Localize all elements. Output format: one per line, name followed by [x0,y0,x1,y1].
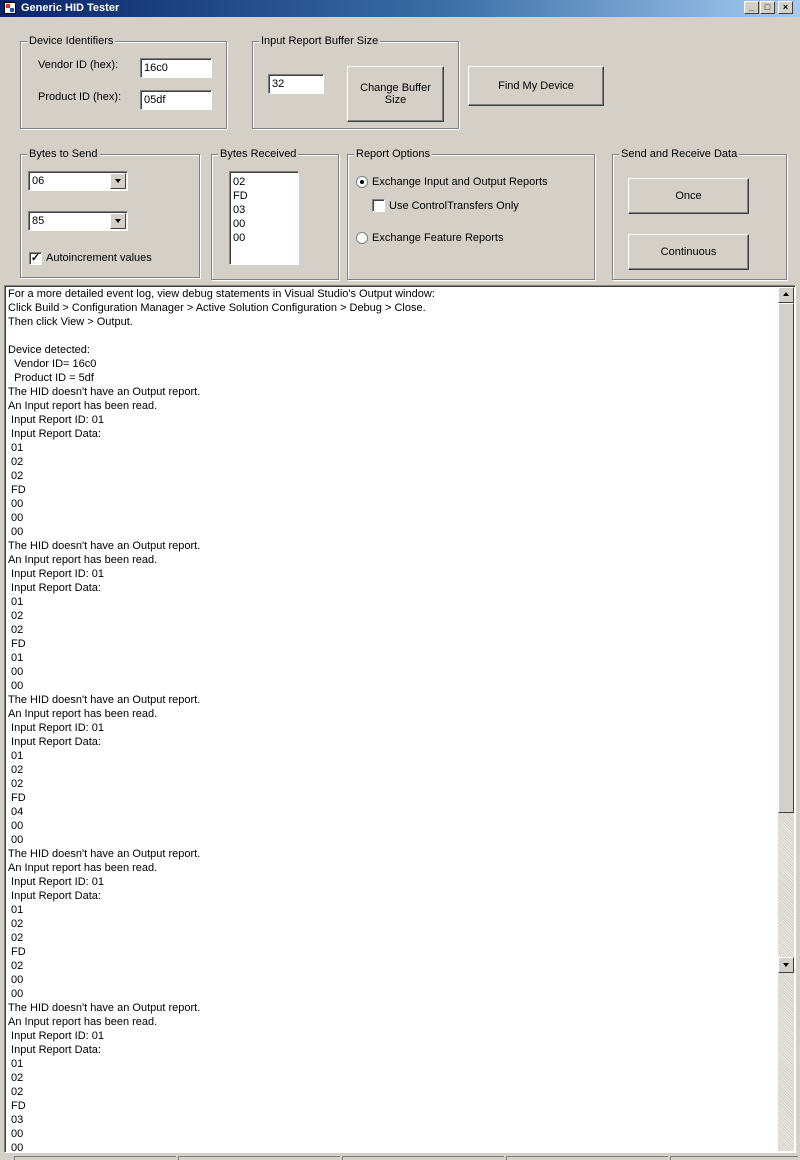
log-line: FD [8,792,26,804]
byte2-select[interactable] [28,211,128,231]
status-panel [342,1156,504,1160]
byte1-value: 06 [32,175,45,187]
log-line: Input Report ID: 01 [8,568,104,580]
log-line: Input Report Data: [8,428,101,440]
buffer-size-input[interactable]: 32 [268,74,324,94]
buffer-size-legend: Input Report Buffer Size [261,35,379,47]
byte1-select[interactable] [28,171,128,191]
control-transfers-label: Use ControlTransfers Only [389,200,519,212]
log-line: 01 [8,1058,24,1070]
log-line: 02 [8,470,24,482]
log-line: 00 [8,974,24,986]
log-line: 02 [8,764,24,776]
event-log-text [8,287,776,1153]
log-line: Then click View > Output. [8,316,133,328]
log-line: The HID doesn't have an Output report. [8,848,201,860]
log-line: Input Report Data: [8,582,101,594]
window-title: Generic HID Tester [21,2,120,14]
log-line: For a more detailed event log, view debug statements in Visual Studio's Output window: [8,288,435,300]
log-line: Input Report Data: [8,736,101,748]
log-line: 00 [8,1128,24,1140]
log-line: 00 [8,834,24,846]
list-item[interactable]: FD [233,190,248,202]
log-line: An Input report has been read. [8,554,158,566]
status-panel [14,1156,176,1160]
log-line: FD [8,638,26,650]
log-line: Device detected: [8,344,90,356]
log-line: 00 [8,820,24,832]
log-line: 03 [8,1114,24,1126]
list-item[interactable]: 00 [233,232,246,244]
exchange-io-label: Exchange Input and Output Reports [372,176,548,188]
list-item[interactable]: 00 [233,218,246,230]
log-line: 02 [8,778,24,790]
exchange-feature-radio[interactable] [356,232,368,244]
log-line: 02 [8,1086,24,1098]
send-receive-legend: Send and Receive Data [621,148,738,160]
log-line: An Input report has been read. [8,708,158,720]
chevron-down-icon[interactable] [110,213,126,229]
status-bar [0,1155,800,1160]
log-line: Vendor ID= 16c0 [8,358,97,370]
chevron-down-icon[interactable] [110,173,126,189]
log-line: An Input report has been read. [8,862,158,874]
log-line: Product ID = 5df [8,372,94,384]
list-item[interactable]: 02 [233,176,246,188]
log-line: 02 [8,1072,24,1084]
log-line: 01 [8,750,24,762]
log-line: Input Report ID: 01 [8,414,104,426]
log-line: 01 [8,442,24,454]
exchange-feature-label: Exchange Feature Reports [372,232,504,244]
log-line: 00 [8,526,24,538]
maximize-button[interactable]: □ [760,1,775,14]
log-line: 00 [8,680,24,692]
log-line: The HID doesn't have an Output report. [8,694,201,706]
scrollbar-thumb[interactable] [778,303,794,813]
continuous-button[interactable]: Continuous [628,234,749,270]
log-line: 04 [8,806,24,818]
log-line: The HID doesn't have an Output report. [8,386,201,398]
bytes-received-legend: Bytes Received [220,148,297,160]
vendor-id-input[interactable]: 16c0 [140,58,212,78]
log-line: The HID doesn't have an Output report. [8,1002,201,1014]
log-line: The HID doesn't have an Output report. [8,540,201,552]
log-line: FD [8,946,26,958]
log-line: 00 [8,1142,24,1153]
log-line: 01 [8,652,24,664]
log-line: 00 [8,666,24,678]
scroll-down-icon[interactable] [778,957,794,973]
log-line: Input Report Data: [8,890,101,902]
list-item[interactable]: 03 [233,204,246,216]
device-identifiers-group [20,35,227,129]
status-panel [506,1156,668,1160]
report-options-group [347,148,595,280]
log-line [8,329,776,343]
vendor-id-label: Vendor ID (hex): [38,59,119,71]
autoincrement-label: Autoincrement values [46,252,152,264]
log-line: FD [8,484,26,496]
log-line: 00 [8,512,24,524]
minimize-button[interactable]: _ [744,1,759,14]
control-transfers-checkbox[interactable] [372,199,385,212]
log-line: 02 [8,456,24,468]
status-panel [178,1156,340,1160]
change-buffer-size-button[interactable]: Change Buffer Size [347,66,444,122]
report-options-legend: Report Options [356,148,430,160]
log-line: 02 [8,610,24,622]
app-icon [4,2,16,14]
close-button[interactable]: × [778,1,793,14]
log-line: 00 [8,988,24,1000]
log-line: An Input report has been read. [8,1016,158,1028]
title-bar[interactable] [0,0,800,17]
vertical-scrollbar[interactable] [778,287,794,1151]
find-my-device-button[interactable]: Find My Device [468,66,604,106]
device-identifiers-legend: Device Identifiers [29,35,114,47]
event-log[interactable] [4,285,796,1153]
log-line: 02 [8,918,24,930]
log-line: 02 [8,932,24,944]
autoincrement-checkbox[interactable]: ✓ [30,252,41,264]
log-line: Click Build > Configuration Manager > Active Solution Configuration > Debug > Close. [8,302,426,314]
log-line: Input Report ID: 01 [8,1030,104,1042]
product-id-input[interactable]: 05df [140,90,212,110]
log-line: FD [8,1100,26,1112]
byte2-value: 85 [32,215,45,227]
log-line: Input Report Data: [8,1044,101,1056]
scroll-up-icon[interactable] [778,287,794,303]
exchange-io-radio[interactable] [356,176,368,188]
bytes-to-send-legend: Bytes to Send [29,148,98,160]
log-line: 01 [8,904,24,916]
log-line: An Input report has been read. [8,400,158,412]
log-line: 01 [8,596,24,608]
status-panel [670,1156,798,1160]
log-line: 02 [8,624,24,636]
log-line: Input Report ID: 01 [8,722,104,734]
log-line: 02 [8,960,24,972]
log-line: 00 [8,498,24,510]
once-button[interactable]: Once [628,178,749,214]
product-id-label: Product ID (hex): [38,91,122,103]
log-line: Input Report ID: 01 [8,876,104,888]
bytes-received-list[interactable] [229,171,299,265]
